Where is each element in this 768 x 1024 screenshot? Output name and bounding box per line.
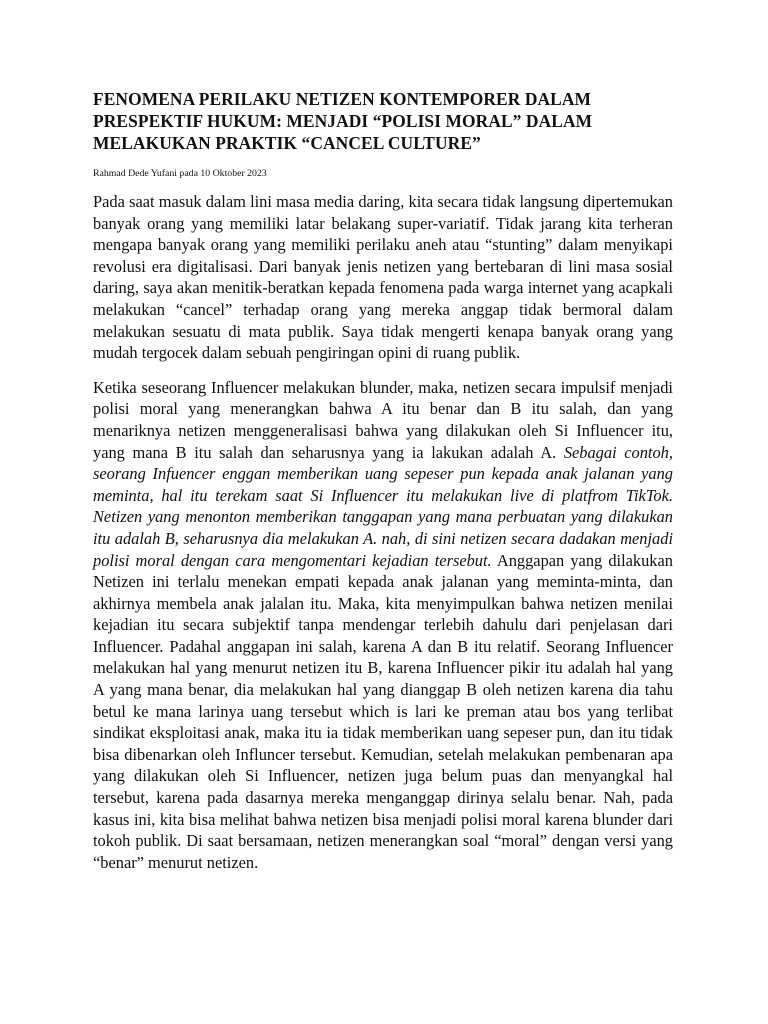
paragraph-intro: Pada saat masuk dalam lini masa media daring, kita secara tidak langsung dipertemukan banyak orang yang memiliki latar belakang super-variatif. Tidak jarang kita terheran mengapa banyak orang yang memiliki perilaku aneh atau “stunting” dalam menyikapi revolusi era digitalisasi. Dari banyak jenis netizen yang bertebaran di lini masa sosial daring, saya akan menitik-beratkan kepada fenomena pada warga internet yang acapkali melakukan “cancel” terhadap orang yang mereka anggap tidak bermoral dalam melakukan sesuatu di mata publik. Saya tidak mengerti kenapa banyak orang yang mudah tergocek dalam sebuah pengiringan opini di ruang publik. xyxy=(93,192,673,363)
paragraph-example-start: Ketika seseorang Influencer melakukan blunder, maka, netizen secara impulsif menjadi polisi moral yang menerangkan bahwa A itu benar dan B itu salah, dan yang menariknya netizen menggeneralisasi bahwa yang dilakukan oleh Si Influencer itu, yang mana B itu salah dan seharusnya yang ia lakukan adalah A. xyxy=(93,377,673,462)
paragraph-example-end: Anggapan yang dilakukan Netizen ini terlalu menekan empati kepada anak jalanan yang meminta-minta, dan akhirnya membela anak jalalan itu. Maka, kita menyimpulkan bahwa netizen menilai kejadian itu secara subjektif tanpa mendengar terlebih dahulu dari penjelasan dari Influencer. Padahal anggapan ini salah, karena A dan B itu relatif. Seorang Influencer melakukan hal yang menurut netizen itu B, karena Influencer pikir itu adalah hal yang A yang mana benar, dia melakukan hal yang dianggap B oleh netizen karena dia tahu betul ke mana larinya uang tersebut which is lari ke preman atau bos yang terlibat sindikat eksploitasi anak, maka itu ia tidak memberikan uang sepeser pun, dan itu tidak bisa dibenarkan oleh Influncer tersebut. Kemudian, setelah melakukan pembenaran apa yang dilakukan oleh Si Influencer, netizen juga belum puas dan menyangkal hal tersebut, karena pada dasarnya mereka menganggap dirinya selalu benar. Nah, pada kasus ini, kita bisa melihat bahwa netizen bisa menjadi polisi moral karena blunder dari tokoh publik. Di saat bersamaan, netizen menerangkan soal “moral” dengan versi yang “benar” menurut netizen. xyxy=(93,550,673,872)
paragraph-example-italic: Sebagai contoh, seorang Infuencer enggan memberikan uang sepeser pun kepada anak jalanan yang meminta, hal itu terekam saat Si Influencer itu melakukan live di platfrom TikTok. Netizen yang menonton memberikan tanggapan yang mana perbuatan yang dilakukan itu adalah B, seharusnya dia melakukan A. nah, di sini netizen secara dadakan menjadi polisi moral dengan cara mengomentari kejadian tersebut. xyxy=(93,442,673,570)
paragraph-example xyxy=(93,377,673,874)
article-title: FENOMENA PERILAKU NETIZEN KONTEMPORER DALAM PRESPEKTIF HUKUM: MENJADI “POLISI MORAL” DALAM MELAKUKAN PRAKTIK “CANCEL CULTURE” xyxy=(93,89,593,153)
article-byline: Rahmad Dede Yufani pada 10 Oktober 2023 xyxy=(93,168,267,179)
article-page xyxy=(93,88,673,873)
